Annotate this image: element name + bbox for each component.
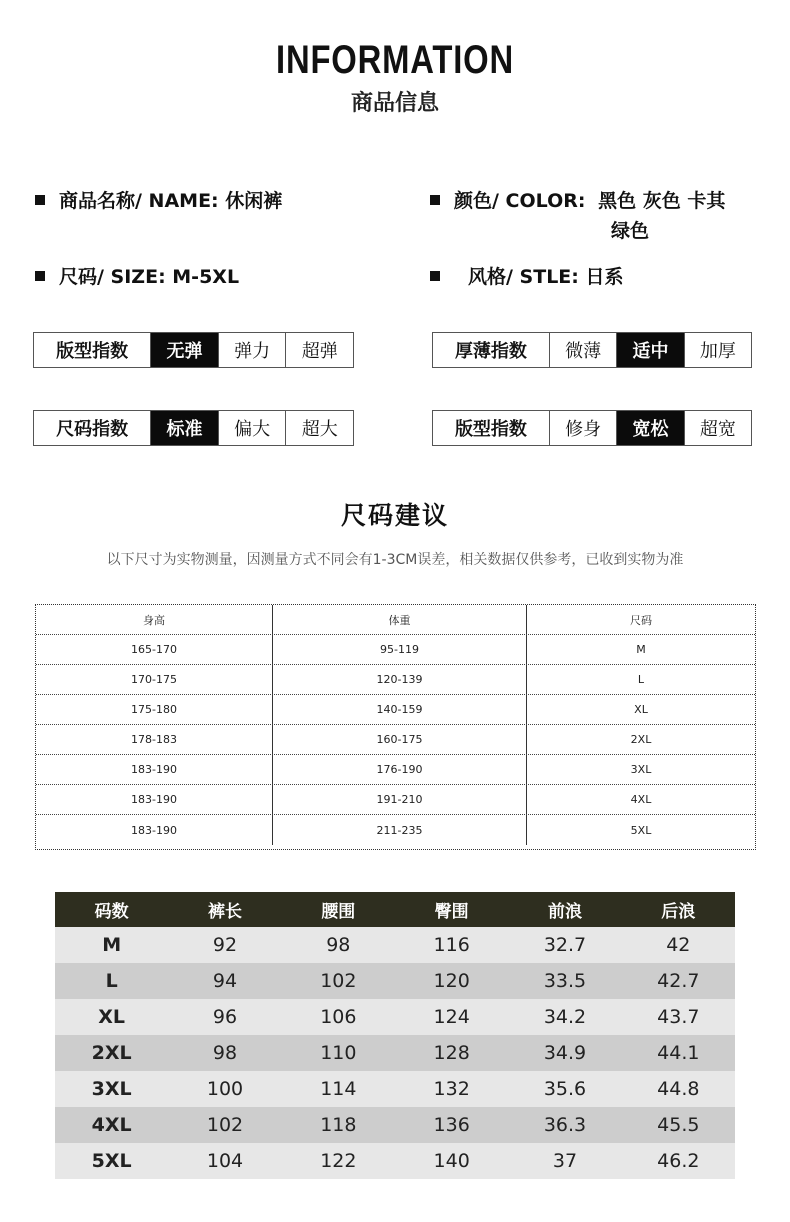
table-header-row [36, 605, 755, 635]
bullet-icon [430, 195, 440, 205]
table-cell: 92 [212, 934, 238, 956]
table-row [55, 999, 735, 1035]
index-option: 适中 [617, 333, 684, 367]
table-cell: XL [634, 703, 648, 716]
table-cell: 183-190 [36, 815, 273, 845]
info-color-value-2: 绿色 [611, 220, 650, 242]
bullet-icon [35, 195, 45, 205]
table-row [55, 1071, 735, 1107]
table-cell: 178-183 [36, 725, 273, 754]
table-header-cell: 码数 [94, 902, 129, 922]
table-cell: 2XL [630, 733, 652, 746]
table-cell: 176-190 [273, 755, 527, 784]
table-header-cell: 尺码 [630, 613, 652, 627]
table-cell: 118 [320, 1114, 357, 1136]
table-cell: 36.3 [543, 1114, 587, 1136]
table-cell: 102 [206, 1114, 244, 1136]
info-color-label: 颜色/ COLOR: [454, 190, 586, 212]
bullet-icon [430, 271, 440, 281]
info-name [35, 186, 282, 213]
table-row [55, 963, 735, 999]
info-name-text: 商品名称/ NAME: 休闲裤 [59, 190, 283, 212]
table-cell: 175-180 [36, 695, 273, 724]
table-row [55, 1035, 735, 1071]
bullet-icon [35, 271, 45, 281]
table-cell: 34.2 [543, 1006, 587, 1028]
table-cell: 128 [433, 1042, 470, 1064]
page-title-en: INFORMATION [276, 38, 514, 82]
index-option: 宽松 [617, 411, 684, 445]
index-option: 加厚 [699, 341, 736, 362]
table-cell: 122 [320, 1150, 357, 1172]
table-cell: 102 [320, 970, 357, 992]
table-header-cell: 前浪 [547, 902, 582, 922]
table-cell: 100 [206, 1078, 244, 1100]
table-header-cell: 腰围 [321, 902, 356, 922]
table-cell: 124 [433, 1006, 470, 1028]
table-cell: 160-175 [273, 725, 527, 754]
table-cell: 140-159 [273, 695, 527, 724]
table-row [36, 635, 755, 665]
table-cell: 45.5 [657, 1114, 700, 1136]
index-option: 修身 [550, 411, 617, 445]
table-cell: M [102, 934, 122, 956]
table-cell: 191-210 [273, 785, 527, 814]
table-cell: 120-139 [273, 665, 527, 694]
table-cell: 170-175 [36, 665, 273, 694]
table-cell: L [105, 970, 118, 992]
info-style [430, 262, 624, 289]
table-cell: 98 [326, 934, 351, 956]
table-cell: XL [98, 1006, 126, 1028]
table-cell: 33.5 [543, 970, 587, 992]
table-header-cell: 臀围 [434, 902, 469, 922]
index-option: 偏大 [219, 411, 287, 445]
table-cell: 165-170 [36, 635, 273, 664]
table-header-row [55, 892, 735, 927]
index-option: 无弹 [151, 333, 219, 367]
info-size-text: 尺码/ SIZE: M-5XL [59, 266, 240, 288]
table-cell: 44.1 [657, 1042, 700, 1064]
table-cell: 110 [320, 1042, 357, 1064]
info-color-value: 黑色 灰色 卡其 [598, 190, 726, 212]
index-option: 超宽 [699, 419, 736, 440]
table-cell: 4XL [91, 1114, 132, 1136]
table-row [36, 725, 755, 755]
index-elastic [33, 332, 354, 368]
measurement-table [55, 892, 735, 1179]
table-cell: M [636, 643, 646, 656]
table-cell: 95-119 [273, 635, 527, 664]
info-size [35, 262, 239, 289]
index-label: 尺码指数 [34, 411, 151, 445]
page-title-cn: 商品信息 [350, 91, 439, 116]
table-cell: 37 [552, 1150, 578, 1172]
table-cell: 211-235 [273, 815, 527, 845]
table-cell: 5XL [630, 823, 652, 837]
table-cell: 44.8 [657, 1078, 700, 1100]
table-cell: 46.2 [657, 1150, 700, 1172]
index-option: 微薄 [550, 333, 617, 367]
index-label: 厚薄指数 [433, 333, 550, 367]
table-cell: 35.6 [543, 1078, 587, 1100]
table-cell: 114 [320, 1078, 357, 1100]
table-cell: 4XL [630, 793, 652, 806]
table-header-cell: 体重 [273, 605, 527, 634]
table-cell: 132 [433, 1078, 470, 1100]
table-row [36, 665, 755, 695]
table-row [36, 785, 755, 815]
table-header-cell: 身高 [36, 605, 273, 634]
index-option: 弹力 [219, 333, 287, 367]
index-fit [432, 410, 752, 446]
table-cell: 42 [666, 934, 691, 956]
table-row [36, 695, 755, 725]
table-cell: 43.7 [657, 1006, 700, 1028]
table-row [36, 755, 755, 785]
table-cell: 116 [433, 934, 470, 956]
table-cell: 96 [212, 1006, 238, 1028]
table-cell: 183-190 [36, 785, 273, 814]
table-cell: 106 [320, 1006, 357, 1028]
size-recommend-table [35, 604, 756, 850]
table-cell: L [637, 673, 645, 686]
table-row [36, 815, 755, 845]
table-cell: 42.7 [657, 970, 700, 992]
info-style-text: 风格/ STLE: 日系 [468, 266, 624, 288]
index-label: 版型指数 [433, 411, 550, 445]
index-thickness [432, 332, 752, 368]
table-cell: 120 [433, 970, 470, 992]
size-section-title: 尺码建议 [340, 501, 449, 530]
table-cell: 3XL [91, 1078, 132, 1100]
table-cell: 183-190 [36, 755, 273, 784]
table-row [55, 1143, 735, 1179]
table-row [55, 1107, 735, 1143]
table-cell: 5XL [91, 1150, 132, 1172]
table-header-cell: 后浪 [661, 902, 696, 922]
info-color [430, 186, 725, 213]
table-cell: 34.9 [543, 1042, 587, 1064]
table-cell: 32.7 [543, 934, 587, 956]
index-option: 超大 [301, 419, 338, 440]
index-size [33, 410, 354, 446]
table-cell: 98 [212, 1042, 238, 1064]
index-option: 标准 [151, 411, 219, 445]
table-cell: 3XL [630, 763, 652, 776]
table-cell: 140 [433, 1150, 470, 1172]
table-cell: 94 [212, 970, 238, 992]
table-cell: 104 [206, 1150, 244, 1172]
table-row [55, 927, 735, 963]
table-cell: 2XL [91, 1042, 132, 1064]
table-cell: 136 [433, 1114, 470, 1136]
size-section-note: 以下尺寸为实物测量，因测量方式不同会有1-3CM误差，相关数据仅供参考，已收到实物为准 [106, 552, 684, 568]
index-option: 超弹 [301, 341, 338, 362]
index-label: 版型指数 [34, 333, 151, 367]
table-header-cell: 裤长 [207, 902, 242, 922]
